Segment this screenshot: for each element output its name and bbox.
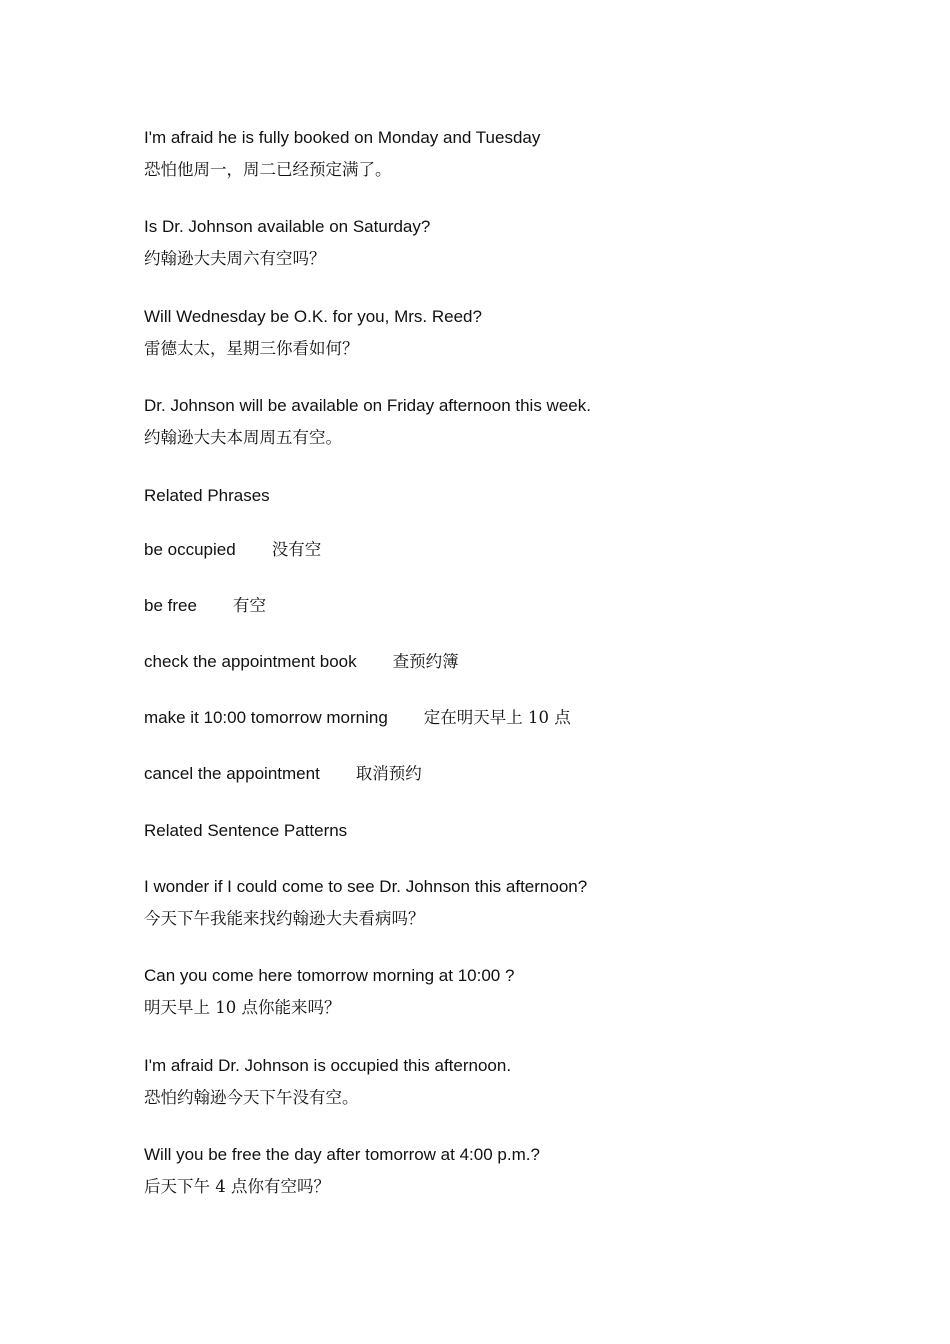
- phrase-zh: 有空: [232, 596, 266, 615]
- sentence-en: Will Wednesday be O.K. for you, Mrs. Reed?: [144, 307, 482, 326]
- pattern-zh: 后天下午 4 点你有空吗？: [144, 1177, 330, 1196]
- sentence-en: Is Dr. Johnson available on Saturday?: [144, 217, 431, 236]
- sentence-zh: 雷德太太，星期三你看如何？: [144, 339, 359, 358]
- phrase-en: make it 10:00 tomorrow morning: [144, 708, 388, 727]
- phrase-item: [144, 652, 459, 672]
- phrase-en: cancel the appointment: [144, 764, 320, 783]
- sentence-zh: 恐怕他周一，周二已经预定满了。: [144, 160, 392, 179]
- pattern-en: I'm afraid Dr. Johnson is occupied this afternoon.: [144, 1056, 512, 1075]
- pattern-zh: 今天下午我能来找约翰逊大夫看病吗？: [144, 909, 425, 928]
- phrase-zh: 查预约簿: [392, 652, 459, 671]
- phrase-zh: 定在明天早上 10 点: [423, 708, 571, 727]
- sentence-zh: 约翰逊大夫本周周五有空。: [144, 428, 342, 447]
- pattern-zh: 恐怕约翰逊今天下午没有空。: [144, 1088, 359, 1107]
- related-phrases-heading: Related Phrases: [144, 486, 270, 505]
- phrase-item: [144, 708, 571, 728]
- phrase-zh: 取消预约: [355, 764, 422, 783]
- phrase-en: be free: [144, 596, 197, 615]
- phrase-item: [144, 596, 266, 616]
- phrase-item: [144, 764, 422, 784]
- pattern-en: I wonder if I could come to see Dr. Johnson this afternoon?: [144, 877, 588, 896]
- sentence-en: Dr. Johnson will be available on Friday afternoon this week.: [144, 396, 591, 415]
- phrase-zh: 没有空: [271, 540, 322, 559]
- phrase-en: be occupied: [144, 540, 236, 559]
- sentence-zh: 约翰逊大夫周六有空吗？: [144, 249, 326, 268]
- related-patterns-heading: Related Sentence Patterns: [144, 821, 348, 840]
- pattern-en: Can you come here tomorrow morning at 10:00 ?: [144, 966, 515, 985]
- pattern-zh: 明天早上 10 点你能来吗？: [144, 998, 341, 1017]
- sentence-en: I'm afraid he is fully booked on Monday and Tuesday: [144, 128, 541, 147]
- phrase-item: [144, 540, 321, 560]
- phrase-en: check the appointment book: [144, 652, 357, 671]
- pattern-en: Will you be free the day after tomorrow at 4:00 p.m.?: [144, 1145, 540, 1164]
